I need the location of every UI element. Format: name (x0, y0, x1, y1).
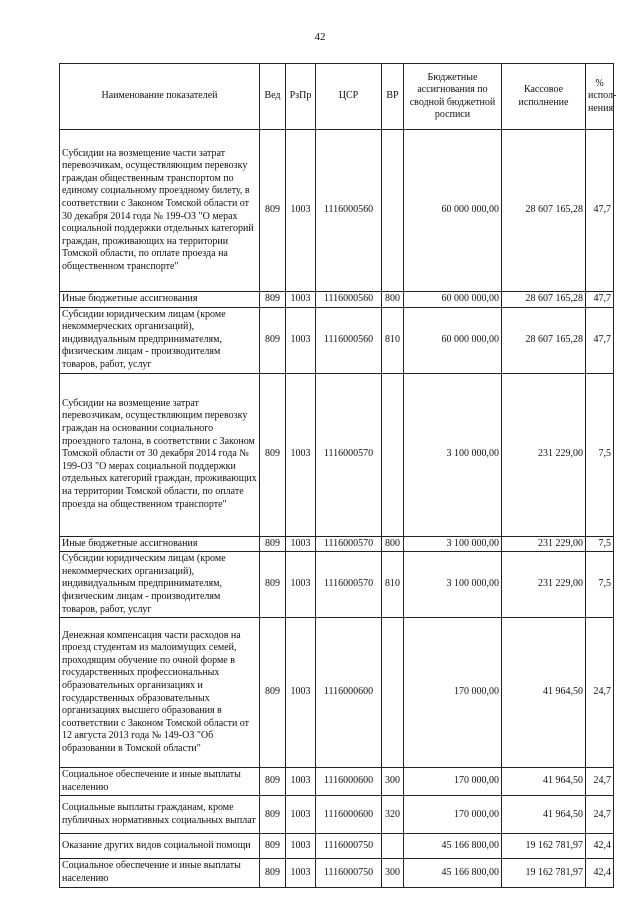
row-name: Иные бюджетные ассигнования (60, 292, 260, 308)
row-vr: 810 (382, 552, 404, 618)
row-csr: 1116000750 (316, 834, 382, 859)
row-percent: 24,7 (586, 796, 614, 834)
table-row (60, 130, 614, 292)
table-row (60, 552, 614, 618)
row-csr: 1116000600 (316, 618, 382, 768)
row-ved: 809 (260, 373, 286, 536)
row-name: Субсидии юридическим лицам (кроме некоммерческих организаций), индивидуальным предпринимателям, физическим лицам - производителям товаров, работ, услуг (60, 307, 260, 373)
row-cash: 19 162 781,97 (502, 834, 586, 859)
page-number: 42 (314, 31, 326, 43)
row-name: Субсидии на возмещение части затрат перевозчикам, осуществляющим перевозку граждан общественным транспортом по единому социальному проездному билету, в соответствии с Законом Томской области от 30 декабря 2014 года № 199-ОЗ "О мерах социальной поддержки отдельных категорий граждан, проживающих на территории Томской области, по оплате проезда на общественном транспорте" (60, 130, 260, 292)
row-name: Субсидии на возмещение затрат перевозчикам, осуществляющим перевозку граждан на основании социального проездного талона, в соответствии с Законом Томской области от 30 декабря 2014 года № 199-ОЗ "О мерах социальной поддержки отдельных категорий граждан, проживающих на территории Томской области, по оплате проезда на общественном транспорте" (60, 373, 260, 536)
row-budget: 170 000,00 (404, 618, 502, 768)
row-vr: 800 (382, 536, 404, 552)
row-budget: 3 100 000,00 (404, 552, 502, 618)
row-name: Социальные выплаты гражданам, кроме публичных нормативных социальных выплат (60, 796, 260, 834)
table-body (60, 130, 614, 888)
row-cash: 231 229,00 (502, 536, 586, 552)
row-budget: 60 000 000,00 (404, 292, 502, 308)
row-budget: 60 000 000,00 (404, 307, 502, 373)
header-budget: Бюджетные ассигнования по сводной бюджетной росписи (404, 64, 502, 130)
row-percent: 47,7 (586, 130, 614, 292)
row-ved: 809 (260, 768, 286, 796)
row-csr: 1116000570 (316, 552, 382, 618)
row-budget: 170 000,00 (404, 796, 502, 834)
row-ved: 809 (260, 130, 286, 292)
header-csr: ЦСР (316, 64, 382, 130)
row-rzpr: 1003 (286, 618, 316, 768)
row-ved: 809 (260, 859, 286, 887)
row-ved: 809 (260, 307, 286, 373)
row-csr: 1116000570 (316, 373, 382, 536)
row-vr (382, 834, 404, 859)
row-ved: 809 (260, 536, 286, 552)
table-row (60, 373, 614, 536)
row-csr: 1116000560 (316, 130, 382, 292)
row-percent: 42,4 (586, 859, 614, 887)
row-budget: 3 100 000,00 (404, 373, 502, 536)
table-header-row (60, 64, 614, 130)
row-vr: 810 (382, 307, 404, 373)
row-budget: 3 100 000,00 (404, 536, 502, 552)
row-cash: 28 607 165,28 (502, 307, 586, 373)
row-cash: 19 162 781,97 (502, 859, 586, 887)
header-percent: % испол-нения (586, 64, 614, 130)
header-ved: Вед (260, 64, 286, 130)
row-percent: 47,7 (586, 307, 614, 373)
header-cash: Кассовое исполнение (502, 64, 586, 130)
row-rzpr: 1003 (286, 796, 316, 834)
table-row (60, 292, 614, 308)
row-rzpr: 1003 (286, 536, 316, 552)
row-csr: 1116000600 (316, 796, 382, 834)
row-ved: 809 (260, 834, 286, 859)
row-rzpr: 1003 (286, 130, 316, 292)
row-name: Субсидии юридическим лицам (кроме некоммерческих организаций), индивидуальным предпринимателям, физическим лицам - производителям товаров, работ, услуг (60, 552, 260, 618)
row-vr (382, 618, 404, 768)
row-cash: 41 964,50 (502, 796, 586, 834)
row-budget: 170 000,00 (404, 768, 502, 796)
row-rzpr: 1003 (286, 552, 316, 618)
row-rzpr: 1003 (286, 292, 316, 308)
row-csr: 1116000600 (316, 768, 382, 796)
row-cash: 41 964,50 (502, 618, 586, 768)
row-name: Социальное обеспечение и иные выплаты населению (60, 768, 260, 796)
row-name: Иные бюджетные ассигнования (60, 536, 260, 552)
header-vr: ВР (382, 64, 404, 130)
row-vr: 800 (382, 292, 404, 308)
row-rzpr: 1003 (286, 768, 316, 796)
row-vr (382, 373, 404, 536)
row-csr: 1116000750 (316, 859, 382, 887)
budget-table (59, 63, 617, 888)
row-cash: 28 607 165,28 (502, 292, 586, 308)
row-budget: 45 166 800,00 (404, 859, 502, 887)
row-name: Оказание других видов социальной помощи (60, 834, 260, 859)
row-budget: 45 166 800,00 (404, 834, 502, 859)
row-ved: 809 (260, 552, 286, 618)
table-row (60, 796, 614, 834)
row-percent: 42,4 (586, 834, 614, 859)
row-vr (382, 130, 404, 292)
row-percent: 7,5 (586, 552, 614, 618)
row-percent: 24,7 (586, 618, 614, 768)
table-row (60, 536, 614, 552)
row-vr: 320 (382, 796, 404, 834)
row-budget: 60 000 000,00 (404, 130, 502, 292)
header-name: Наименование показателей (60, 64, 260, 130)
row-percent: 7,5 (586, 536, 614, 552)
table-row (60, 859, 614, 887)
row-name: Социальное обеспечение и иные выплаты населению (60, 859, 260, 887)
row-rzpr: 1003 (286, 859, 316, 887)
row-vr: 300 (382, 768, 404, 796)
row-csr: 1116000560 (316, 292, 382, 308)
row-csr: 1116000570 (316, 536, 382, 552)
row-ved: 809 (260, 292, 286, 308)
row-ved: 809 (260, 618, 286, 768)
row-ved: 809 (260, 796, 286, 834)
table-row (60, 307, 614, 373)
row-name: Денежная компенсация части расходов на проезд студентам из малоимущих семей, проходящим обучение по очной форме в государственных профессиональных образовательных организациях и государственных образовательных организациях высшего образования в соответствии с Законом Томской области от 12 августа 2013 года № 149-ОЗ "Об образовании в Томской области" (60, 618, 260, 768)
row-percent: 7,5 (586, 373, 614, 536)
header-rzpr: РзПр (286, 64, 316, 130)
row-cash: 231 229,00 (502, 373, 586, 536)
row-rzpr: 1003 (286, 307, 316, 373)
row-csr: 1116000560 (316, 307, 382, 373)
table-row (60, 768, 614, 796)
row-rzpr: 1003 (286, 373, 316, 536)
row-vr: 300 (382, 859, 404, 887)
row-cash: 41 964,50 (502, 768, 586, 796)
table-row (60, 834, 614, 859)
row-cash: 231 229,00 (502, 552, 586, 618)
row-percent: 47,7 (586, 292, 614, 308)
table-row (60, 618, 614, 768)
row-cash: 28 607 165,28 (502, 130, 586, 292)
row-rzpr: 1003 (286, 834, 316, 859)
row-percent: 24,7 (586, 768, 614, 796)
